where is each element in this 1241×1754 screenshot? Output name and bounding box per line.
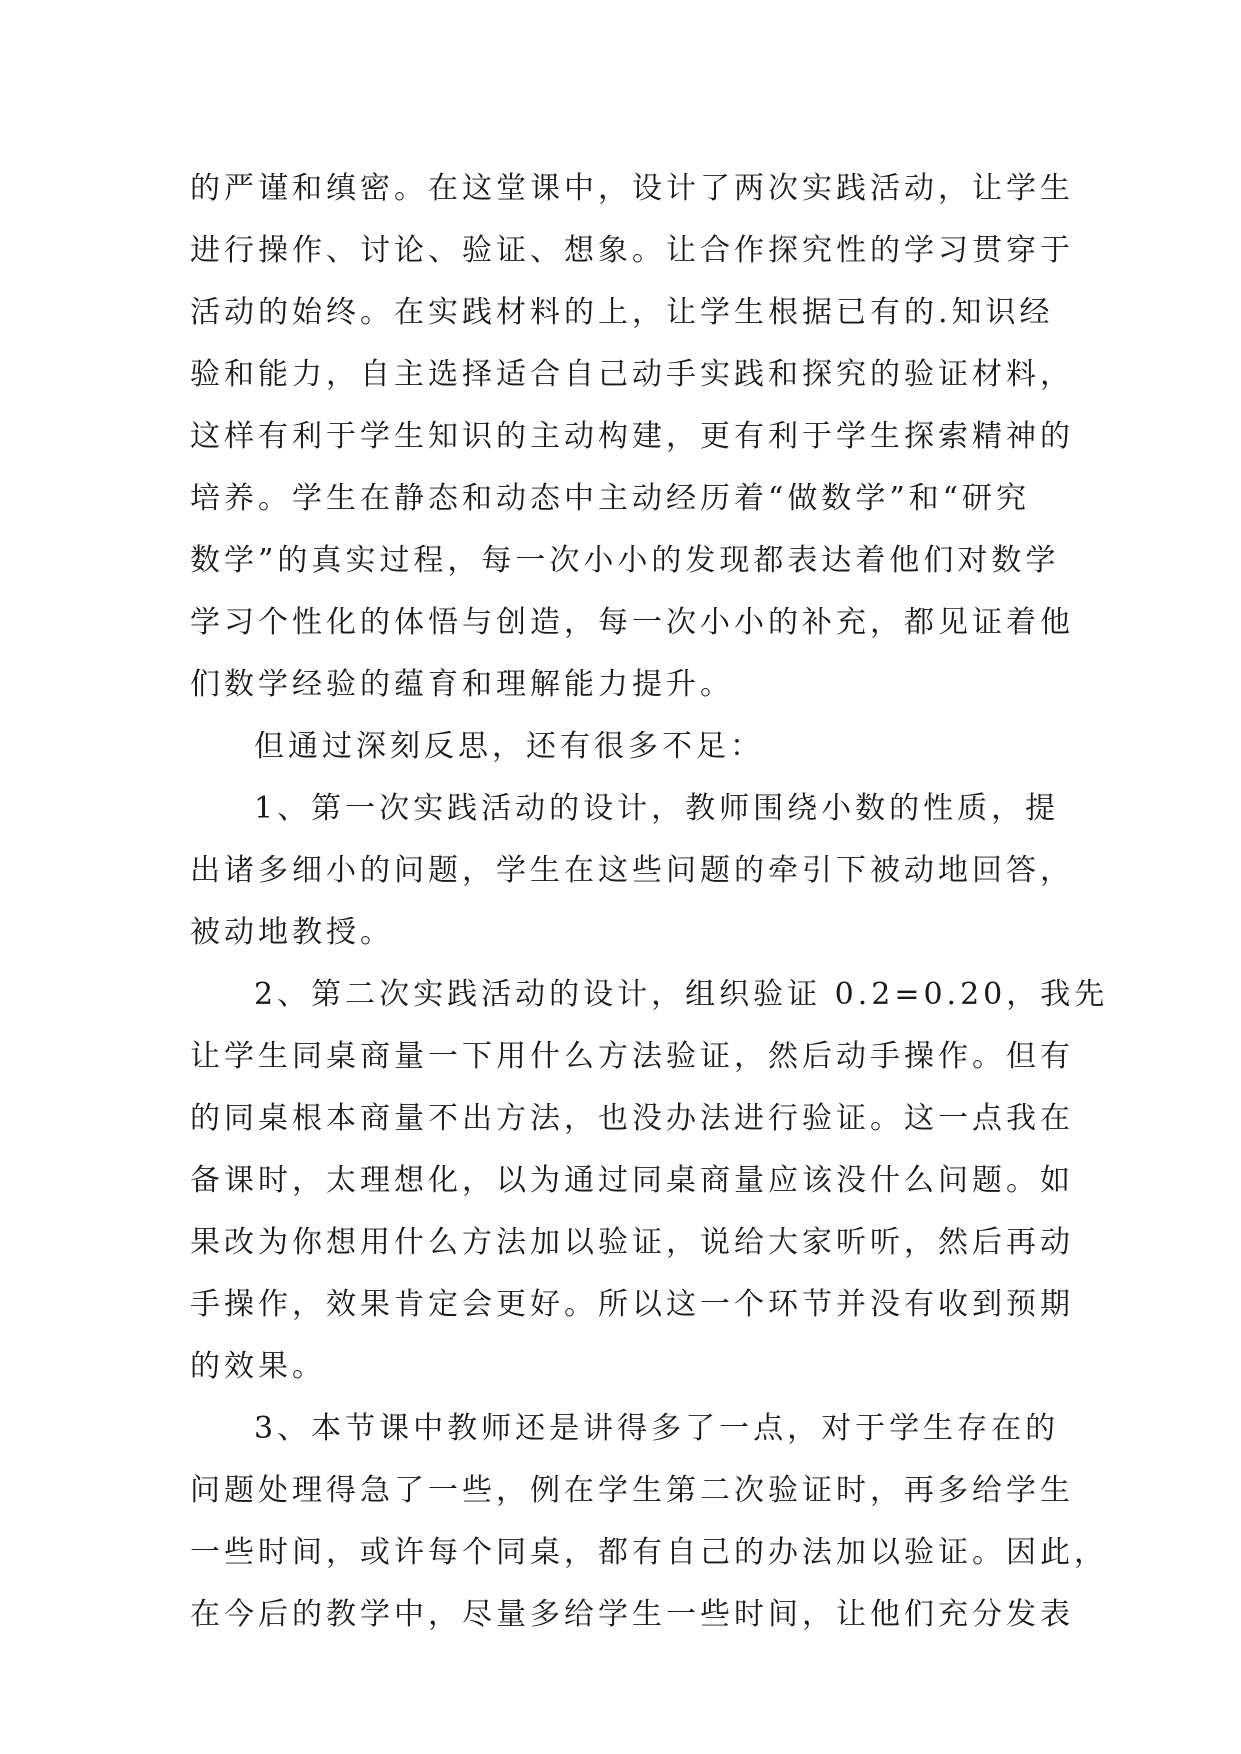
text-line: 备课时，太理想化，以为通过同桌商量应该没什么问题。如 — [190, 1163, 1074, 1198]
text-line: 培养。学生在静态和动态中主动经历着“做数学”和“研究 — [190, 481, 1031, 516]
text-line: 们数学经验的蕴育和理解能力提升。 — [190, 667, 734, 702]
text-line: 问题处理得急了一些，例在学生第二次验证时，再多给学生 — [190, 1473, 1074, 1508]
list-item-3-start: 3、本节课中教师还是讲得多了一点，对于学生存在的 — [254, 1411, 1060, 1446]
text-line: 手操作，效果肯定会更好。所以这一个环节并没有收到预期 — [190, 1287, 1074, 1322]
text-line: 一些时间，或许每个同桌，都有自己的办法加以验证。因此， — [190, 1535, 1108, 1570]
text-line: 的严谨和缜密。在这堂课中，设计了两次实践活动，让学生 — [190, 171, 1074, 206]
text-line: 让学生同桌商量一下用什么方法验证，然后动手操作。但有 — [190, 1039, 1074, 1074]
text-line: 这样有利于学生知识的主动构建，更有利于学生探索精神的 — [190, 419, 1074, 454]
list-item-2-start: 2、第二次实践活动的设计，组织验证 0.2=0.20，我先 — [254, 977, 1109, 1012]
text-line: 的同桌根本商量不出方法，也没办法进行验证。这一点我在 — [190, 1101, 1074, 1136]
text-line: 被动地教授。 — [190, 915, 394, 950]
text-line: 出诸多细小的问题，学生在这些问题的牵引下被动地回答， — [190, 853, 1074, 888]
text-line: 进行操作、讨论、验证、想象。让合作探究性的学习贯穿于 — [190, 233, 1074, 268]
text-line: 学习个性化的体悟与创造，每一次小小的补充，都见证着他 — [190, 605, 1074, 640]
text-line: 数学”的真实过程，每一次小小的发现都表达着他们对数学 — [190, 543, 1060, 578]
body-text — [190, 158, 1109, 1646]
list-item-1-start: 1、第一次实践活动的设计，教师围绕小数的性质，提 — [254, 791, 1060, 826]
paragraph-heading: 但通过深刻反思，还有很多不足： — [254, 729, 764, 764]
text-line: 活动的始终。在实践材料的上，让学生根据已有的.知识经 — [190, 295, 1054, 330]
text-line: 的效果。 — [190, 1349, 326, 1384]
text-line: 果改为你想用什么方法加以验证，说给大家听听，然后再动 — [190, 1225, 1074, 1260]
text-line: 在今后的教学中，尽量多给学生一些时间，让他们充分发表 — [190, 1597, 1074, 1632]
text-line: 验和能力，自主选择适合自己动手实践和探究的验证材料， — [190, 357, 1074, 392]
